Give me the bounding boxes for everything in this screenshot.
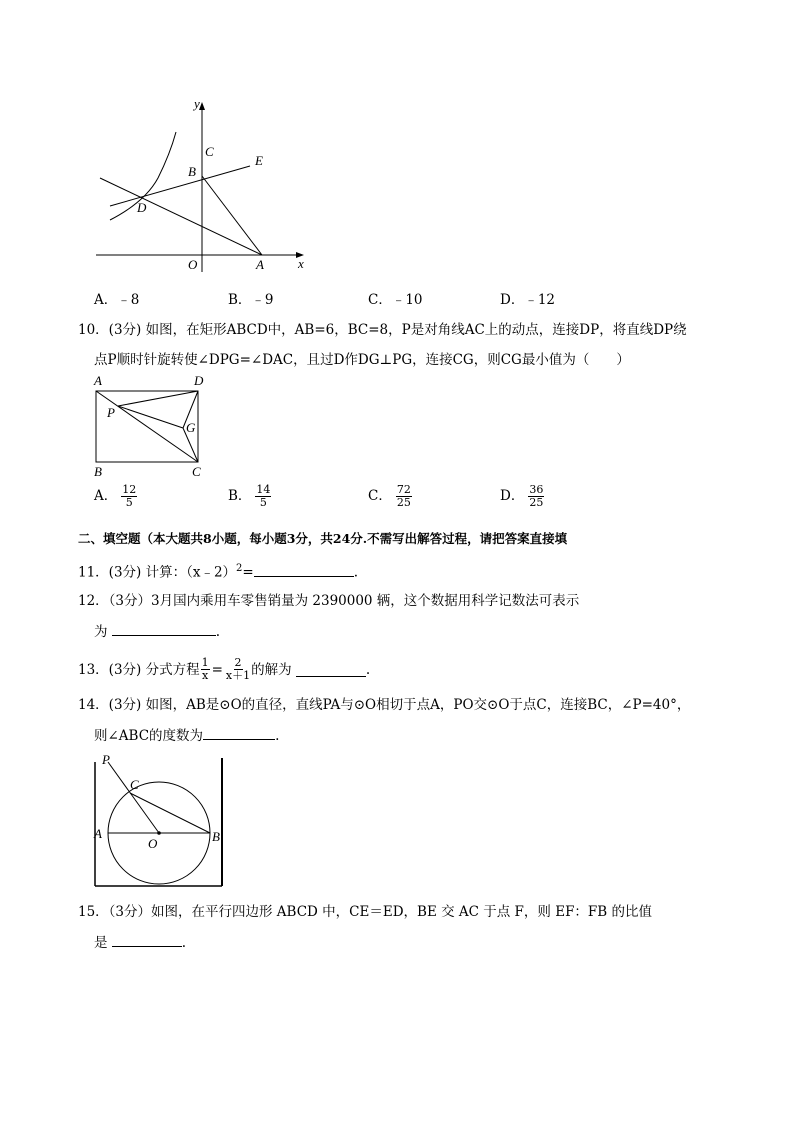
q10-option-a[interactable] [94, 484, 137, 509]
label-A: A [256, 257, 264, 272]
q10-option-c[interactable] [368, 484, 412, 509]
label-P: P [107, 405, 115, 420]
segment-PG [118, 406, 183, 428]
label-C: C [192, 464, 201, 479]
label-E: E [255, 153, 263, 168]
line-DA [100, 178, 262, 255]
q11-period: . [353, 564, 359, 581]
q14-line2-text: 则∠ABC的度数为 [94, 728, 204, 744]
q11-answer-blank[interactable] [254, 562, 354, 577]
q15-line2 [94, 932, 186, 953]
numerator: 72 [396, 483, 411, 496]
numerator: 36 [529, 483, 544, 496]
section-2-heading: 二、填空题（本大题共8小题，每小题3分，共24分.不需写出解答过程，请把答案直接填 [78, 531, 568, 546]
denominator: x [201, 669, 209, 682]
q11-equals: = [242, 564, 254, 581]
numerator: 12 [122, 483, 137, 496]
q15-answer-blank[interactable] [112, 932, 182, 947]
q14-answer-blank[interactable] [203, 725, 275, 740]
q14-line1: 14．(3分) 如图，AB是⊙O的直径，直线PA与⊙O相切于点A，PO交⊙O于点C，连接BC，∠P=40°， [78, 697, 691, 713]
q9-option-b[interactable]: B．﹣9 [228, 292, 274, 308]
label-C: C [205, 144, 214, 159]
label-B: B [188, 164, 196, 179]
label-C: C [130, 777, 139, 792]
q13-fraction-2 [225, 657, 251, 682]
q10-option-c-prefix: C． [368, 488, 392, 504]
q12-line2-text: 为 [94, 624, 108, 640]
q10-option-d-fraction [528, 484, 544, 509]
label-G: G [186, 420, 196, 435]
denominator: 5 [125, 496, 133, 509]
q9-option-a[interactable]: A．﹣8 [94, 292, 140, 308]
center-point [157, 831, 161, 835]
q10-option-a-prefix: A． [94, 488, 118, 504]
denominator: 5 [259, 496, 267, 509]
q10-option-c-fraction [396, 484, 412, 509]
q10-figure [88, 372, 218, 482]
label-A: A [94, 373, 102, 388]
segment-BA [202, 176, 262, 255]
q15-period: . [181, 935, 187, 951]
label-O: O [148, 836, 158, 851]
label-P: P [102, 752, 110, 767]
q13 [78, 657, 370, 682]
q13-answer-blank[interactable] [296, 662, 366, 677]
label-D: D [137, 200, 147, 215]
q10-option-b-prefix: B． [228, 488, 252, 504]
q10-option-b-fraction [255, 484, 271, 509]
numerator: 14 [256, 483, 271, 496]
q12-line1: 12．（3分）3月国内乘用车零售销量为 2390000 辆，这个数据用科学记数法可表示 [78, 593, 580, 609]
label-x: x [298, 256, 304, 271]
segment-CB [130, 793, 210, 833]
q15-line1: 15．（3分）如图，在平行四边形 ABCD 中，CE＝ED，BE 交 AC 于点 F，则 EF：FB 的比值 [78, 904, 653, 920]
q13-suffix: 的解为 [251, 661, 292, 678]
q10-option-a-fraction [121, 484, 137, 509]
q13-fraction-1 [201, 657, 210, 682]
label-B: B [212, 829, 220, 844]
q10-line2: 点P顺时针旋转使∠DPG=∠DAC，且过D作DG⊥PG，连接CG，则CG最小值为（ ） [94, 352, 630, 368]
label-B: B [94, 464, 102, 479]
q14-period: . [275, 728, 280, 744]
q11 [78, 559, 358, 583]
y-axis-arrow [199, 102, 205, 110]
q13-period: . [365, 661, 371, 678]
q10-option-b[interactable] [228, 484, 271, 509]
q10-line1: 10．(3分) 如图，在矩形ABCD中，AB=6，BC=8，P是对角线AC上的动点，连接DP，将直线DP绕 [78, 322, 687, 338]
q13-equals: = [211, 661, 223, 678]
q9-figure [90, 92, 320, 274]
q10-option-d[interactable] [500, 484, 544, 509]
q9-option-d[interactable]: D．﹣12 [500, 292, 556, 308]
q11-exponent: 2 [236, 563, 243, 574]
q12-answer-blank[interactable] [112, 621, 216, 636]
q13-prefix: 13．(3分) 分式方程 [78, 661, 200, 678]
q12-period: . [215, 624, 221, 640]
numerator: 1 [201, 656, 209, 669]
denominator: 25 [396, 496, 411, 509]
q14-figure [88, 752, 228, 892]
label-A: A [94, 826, 102, 841]
q9-option-c[interactable]: C．﹣10 [368, 292, 423, 308]
numerator: 2 [234, 656, 242, 669]
q15-line2-text: 是 [94, 935, 108, 951]
line-DE [110, 166, 250, 206]
diagonal-AC [96, 391, 198, 462]
q12-line2 [94, 621, 220, 642]
q11-text: 11．(3分) 计算：（x﹣2） [78, 564, 237, 581]
denominator: 25 [529, 496, 544, 509]
label-y: y [194, 96, 200, 111]
denominator: x＋1 [225, 669, 251, 682]
label-O: O [188, 257, 198, 272]
segment-PO [108, 762, 159, 833]
segment-PD [118, 391, 198, 406]
q10-option-d-prefix: D． [500, 488, 525, 504]
label-D: D [194, 373, 204, 388]
q14-line2 [94, 725, 279, 746]
